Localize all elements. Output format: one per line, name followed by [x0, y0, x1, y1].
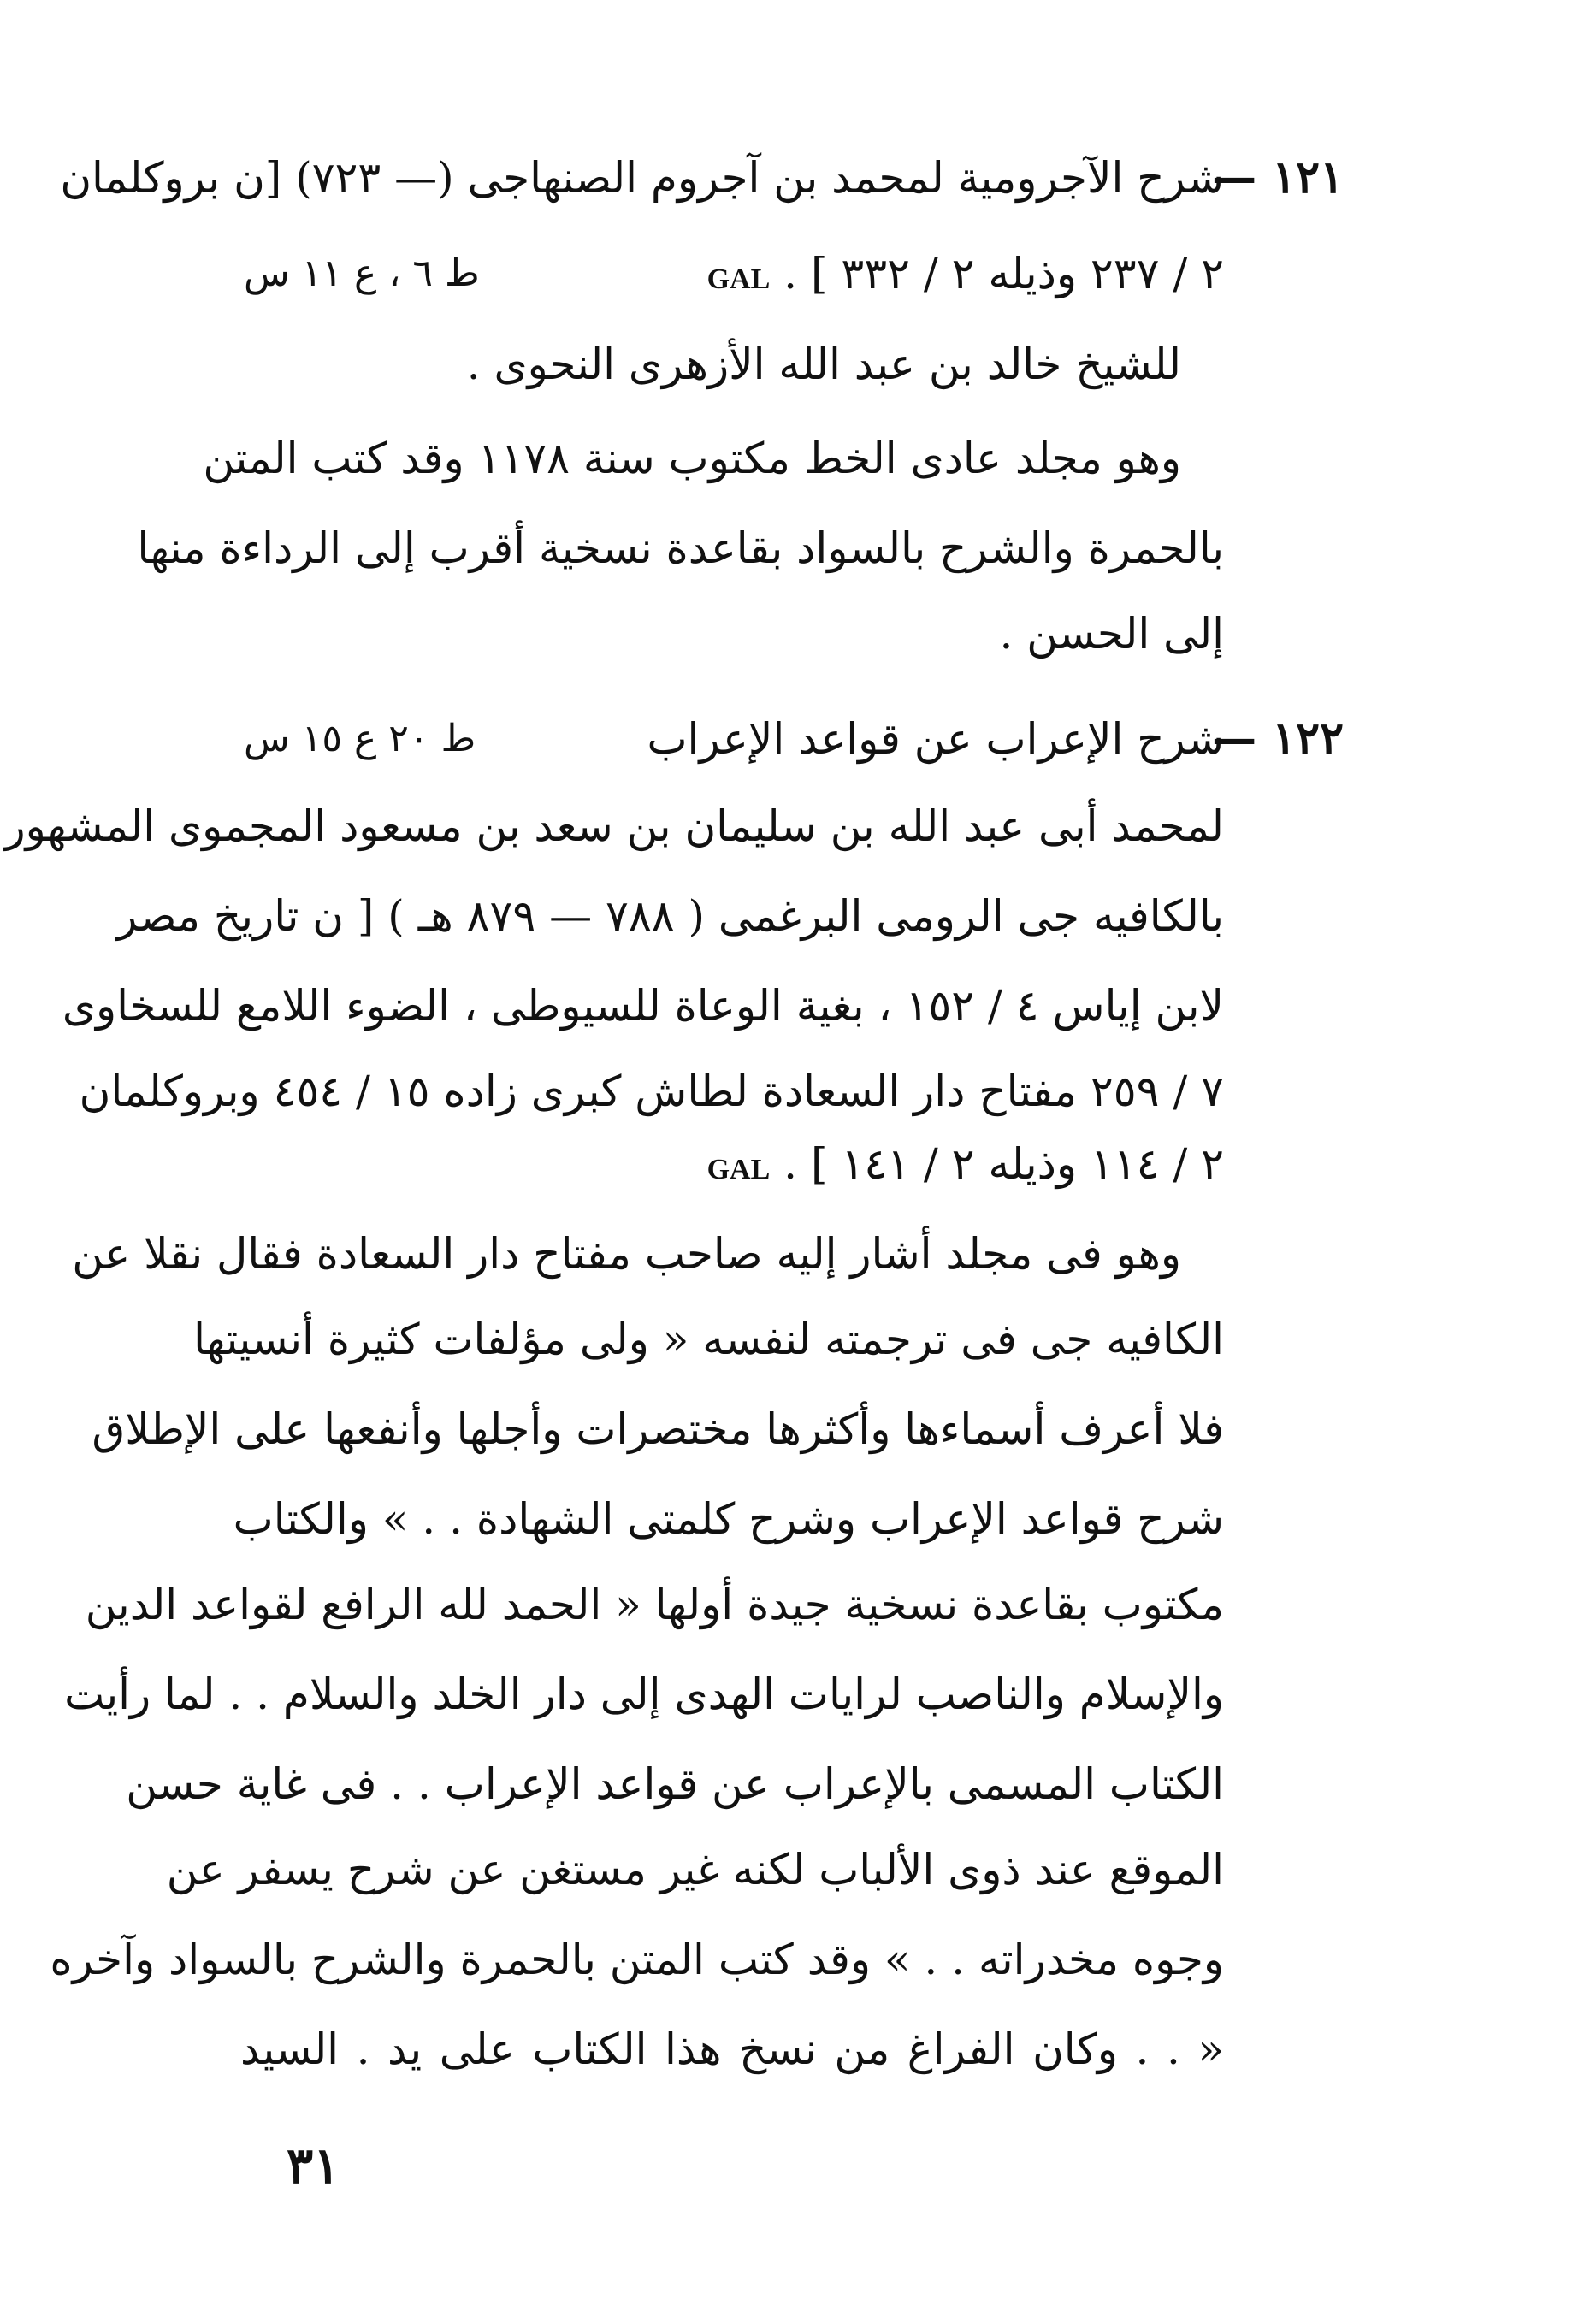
- entry-122-gal-label: GAL: [706, 1154, 771, 1185]
- entry-122-para-line-10: « . . وكان الفراغ من نسخ هذا الكتاب على يد . السيد: [240, 2024, 1224, 2074]
- entry-122-title: شرح الإعراب عن قواعد الإعراب: [647, 714, 1224, 764]
- page-number: ٣١: [287, 2137, 340, 2195]
- entry-122-para-line-3: فلا أعرف أسماءها وأكثرها مختصرات وأجلها وأنفعها على الإطلاق: [92, 1404, 1224, 1454]
- entry-121-codicology: ط ٦ ، ع ١١ س: [244, 251, 480, 295]
- entry-122-para-line-9: وجوه مخدراته . . » وقد كتب المتن بالحمرة والشرح بالسواد وآخره: [50, 1935, 1224, 1984]
- entry-121-reference-text: ٢ / ٢٣٧ وذيله ٢ / ٣٣٢ ] .: [783, 249, 1224, 298]
- entry-122-para-line-7: الكتاب المسمى بالإعراب عن قواعد الإعراب . . فى غاية حسن: [126, 1759, 1224, 1809]
- entry-122-para-line-4: شرح قواعد الإعراب وشرح كلمتى الشهادة . . » والكتاب: [233, 1494, 1224, 1544]
- entry-121-para-line-2: بالحمرة والشرح بالسواد بقاعدة نسخية أقرب إلى الرداءة منها: [137, 523, 1224, 573]
- entry-122-para-line-5: مكتوب بقاعدة نسخية جيدة أولها « الحمد لله الرافع لقواعد الدين: [85, 1580, 1224, 1629]
- entry-121-gal-label: GAL: [706, 263, 771, 295]
- entry-122-reference-text: ٢ / ١١٤ وذيله ٢ / ١٤١ ] .: [783, 1139, 1224, 1189]
- entry-121-commentator: للشيخ خالد بن عبد الله الأزهرى النحوى .: [466, 340, 1181, 389]
- entry-122-para-line-6: والإسلام والناصب لرايات الهدى إلى دار الخلد والسلام . . لما رأيت: [64, 1670, 1224, 1719]
- entry-121-para-line-1: وهو مجلد عادى الخط مكتوب سنة ١١٧٨ وقد كتب المتن: [203, 434, 1181, 483]
- entry-121-title-line: شرح الآجرومية لمحمد بن آجروم الصنهاجى (— ٧٢٣) [ن بروكلمان: [60, 153, 1224, 203]
- entry-122-line-2: بالكافيه جى الرومى البرغمى ( ٧٨٨ — ٨٧٩ هـ ) [ ن تاريخ مصر: [116, 891, 1224, 941]
- entry-121-para-line-3: إلى الحسن .: [999, 609, 1224, 659]
- entry-122-codicology: ط ٢٠ ع ١٥ س: [244, 717, 476, 760]
- entry-122-para-line-1: وهو فى مجلد أشار إليه صاحب مفتاح دار السعادة فقال نقلا عن: [72, 1229, 1181, 1279]
- entry-122-para-line-2: الكافيه جى فى ترجمته لنفسه « ولى مؤلفات كثيرة أنسيتها: [193, 1315, 1224, 1364]
- entry-122-line-3: لابن إياس ٤ / ١٥٢ ، بغية الوعاة للسيوطى ، الضوء اللامع للسخاوى: [62, 981, 1224, 1031]
- entry-122-line-4: ٧ / ٢٥٩ مفتاح دار السعادة لطاش كبرى زاده ١٥ / ٤٥٤ وبروكلمان: [79, 1067, 1224, 1116]
- entry-122-reference-line: [240, 1133, 1224, 1201]
- entry-121-number: ١٢١ —: [1212, 151, 1344, 204]
- entry-122-number: ١٢٢ —: [1212, 712, 1344, 765]
- entry-122-line-1: لمحمد أبى عبد الله بن سليمان بن سعد بن مسعود المجموى المشهور: [4, 801, 1224, 851]
- entry-122-para-line-8: الموقع عند ذوى الألباب لكنه غير مستغن عن شرح يسفر عن: [166, 1845, 1224, 1894]
